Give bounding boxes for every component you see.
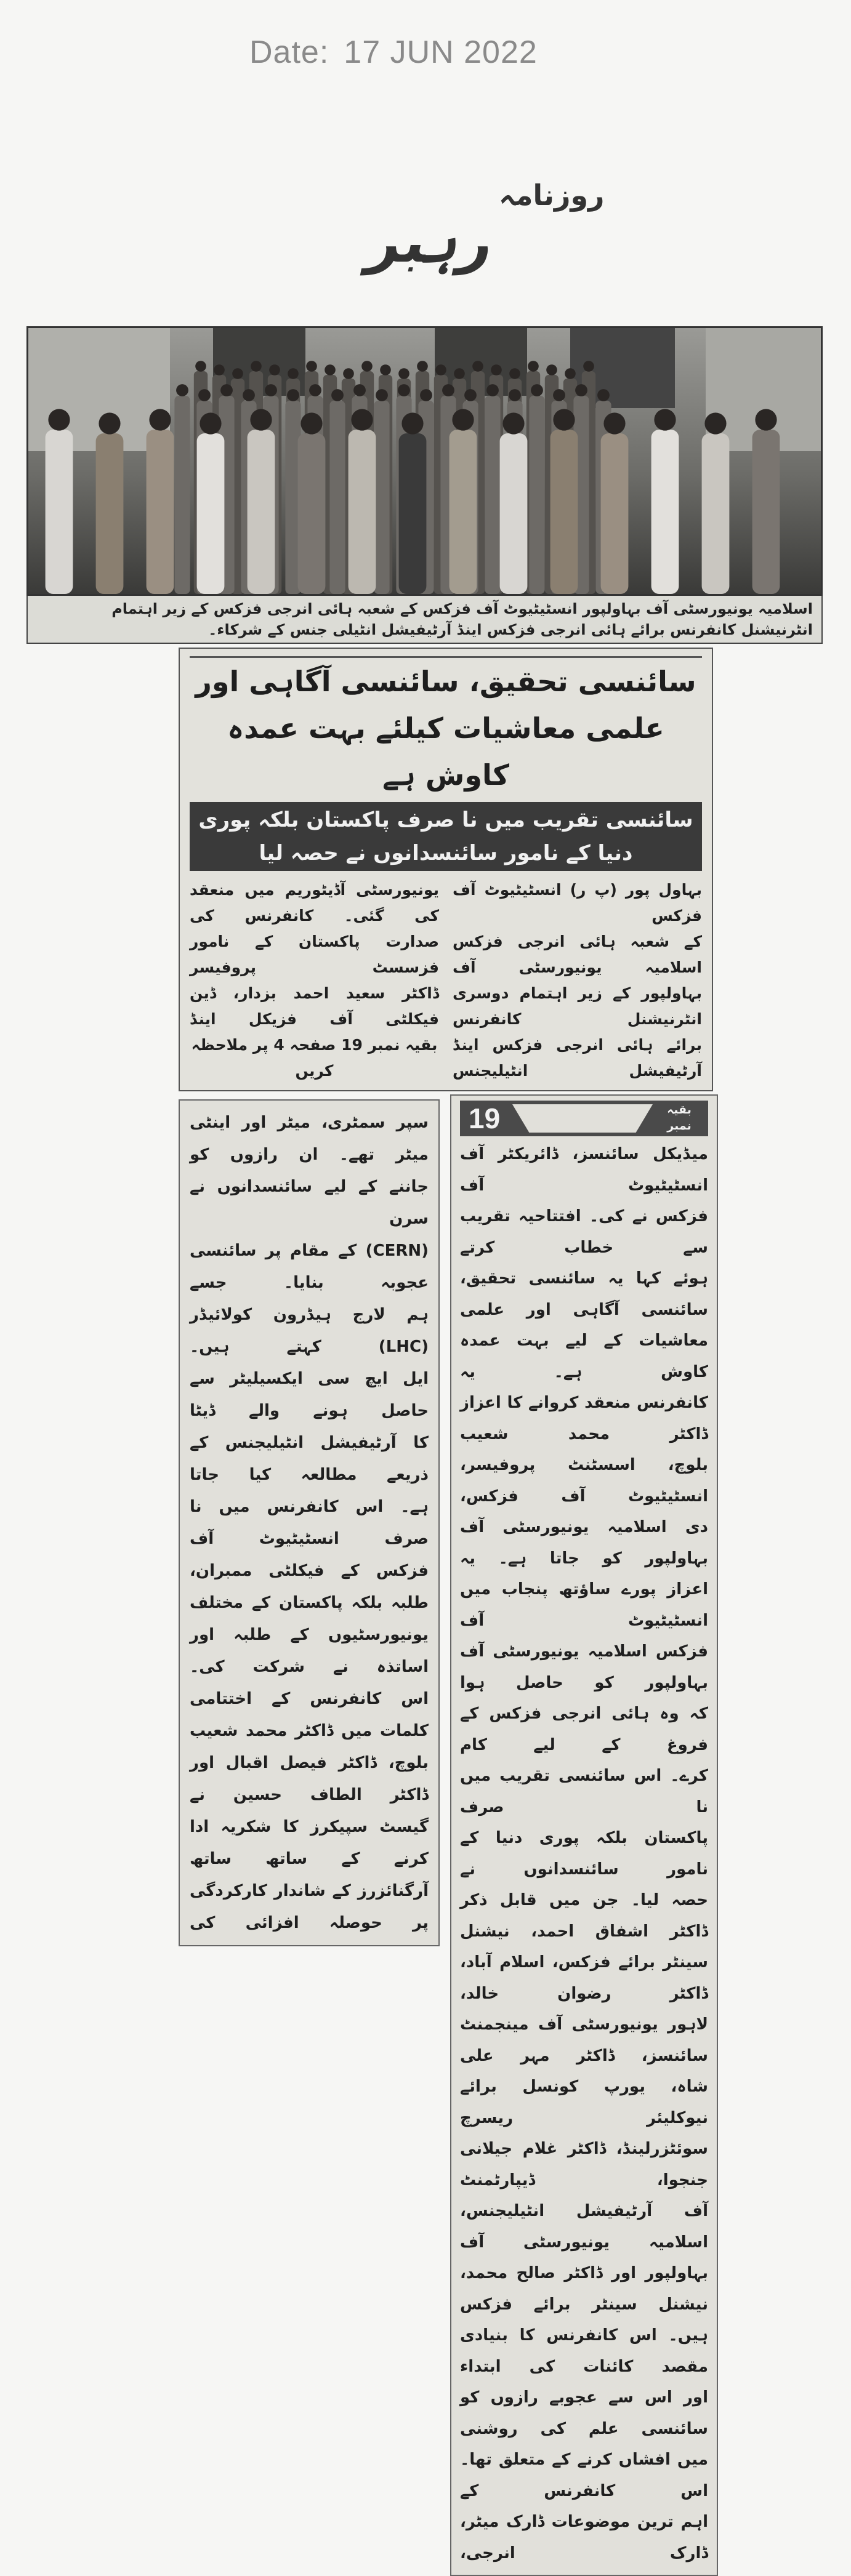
text-line: میں افشاں کرنے کے متعلق تھا۔ اس کانفرنس کے — [460, 2450, 708, 2500]
person-head — [575, 384, 587, 396]
person-head — [452, 409, 474, 430]
person-head — [269, 364, 280, 375]
person-head — [509, 389, 521, 401]
news-story-header — [179, 648, 713, 1091]
text-line: آرگنائزرز کے شاندار کارکردگی پر حوصلہ افزائی کی — [190, 1882, 429, 1932]
text-line: فزکس کے فیکلٹی ممبران، طلبہ بلکہ پاکستان کے مختلف — [190, 1562, 429, 1612]
person-head — [351, 409, 373, 430]
text-line: فزکس نے کی۔ افتتاحیہ تقریب سے خطاب کرتے — [460, 1207, 708, 1257]
text-line: آف آرٹیفیشل انٹیلیجنس، اسلامیہ یونیورسٹی آف — [460, 2202, 708, 2252]
text-line: اہم ترین موضوعات ڈارک میٹر، ڈارک انرجی، — [460, 2513, 708, 2562]
text-line: کہ وہ ہائی انرجی فزکس کے فروغ کے لیے کام — [460, 1704, 708, 1754]
text-line: حصہ لیا۔ جن میں قابل ذکر ڈاکٹر اشفاق احمد، نیشنل — [460, 1891, 708, 1941]
text-line: ہم لارج ہیڈرون کولائیڈر (LHC) کہتے ہیں۔ — [190, 1306, 429, 1356]
person-figure — [702, 433, 730, 594]
person-head — [509, 368, 520, 379]
text-line: (CERN) کے مقام پر سائنسی عجوبہ بنایا۔ جسے — [190, 1242, 429, 1292]
date-value: 17 JUN 2022 — [344, 34, 538, 70]
person-head — [331, 389, 344, 401]
person-head — [398, 384, 410, 396]
text-line: سوئٹزرلینڈ، ڈاکٹر غلام جیلانی جنجوا، ڈیپارٹمنٹ — [460, 2140, 708, 2189]
text-line: اس کانفرنس کے اختتامی کلمات میں ڈاکٹر محمد شعیب — [190, 1690, 429, 1740]
text-line: کرے۔ اس سائنسی تقریب میں نا صرف — [460, 1767, 708, 1816]
person-head — [472, 361, 483, 372]
text-line: ہوئے کہا یہ سائنسی تحقیق، سائنسی آگاہی اور علمی — [460, 1269, 708, 1319]
group-photo-image — [28, 328, 821, 594]
person-head — [149, 409, 171, 430]
person-head — [200, 412, 221, 434]
person-head — [553, 409, 575, 430]
headline: سائنسی تحقیق، سائنسی آگاہی اور علمی معاشیات کیلئے بہت عمدہ کاوش ہے — [190, 656, 702, 798]
person-head — [603, 412, 625, 434]
person-head — [380, 364, 391, 375]
text-line: کا آرٹیفیشل انٹیلیجنس کے ذریعے مطالعہ کیا جاتا — [190, 1434, 429, 1484]
banner-decoration — [512, 1104, 653, 1133]
person-head — [553, 389, 565, 401]
person-head — [398, 368, 409, 379]
person-head — [401, 412, 423, 434]
person-figure — [752, 430, 780, 594]
person-head — [306, 361, 317, 372]
masthead-small: روزنامہ — [499, 179, 605, 212]
text-line: ڈاکٹر سعید احمد بزدار، ڈین فیکلٹی آف فزیکل اینڈ — [190, 984, 439, 1028]
person-head — [565, 368, 576, 379]
person-head — [195, 361, 206, 372]
text-line: کے شعبہ ہائی انرجی فزکس اسلامیہ یونیورسٹی آف — [453, 933, 702, 976]
person-head — [376, 389, 388, 401]
person-head — [502, 412, 524, 434]
subheadline: سائنسی تقریب میں نا صرف پاکستان بلکہ پوری دنیا کے نامور سائنسدانوں نے حصہ لیا — [190, 802, 702, 871]
person-figure — [529, 396, 544, 594]
person-head — [546, 364, 557, 375]
text-line: صدارت پاکستان کے نامور فزسسٹ پروفیسر — [190, 933, 439, 976]
photo-caption: اسلامیہ یونیورسٹی آف بہاولپور انسٹیٹیوٹ آف فزکس کے شعبہ ہائی انرجی فزکس کے زیر اہتمام انٹرنیشنل کانفرنس برائے ہائی انرجی فزکس اینڈ آرٹیفیشل انٹیلی جنس کے شرکاء۔ — [26, 596, 823, 644]
person-figure — [248, 430, 275, 594]
person-figure — [450, 430, 477, 594]
person-head — [464, 389, 477, 401]
text-line: ایل ایچ سی ایکسیلیٹر سے حاصل ہونے والے ڈیٹا — [190, 1370, 429, 1420]
person-head — [99, 412, 120, 434]
continuation-columns — [179, 1094, 718, 2576]
text-line: میڈیکل سائنسز، ڈائریکٹر آف انسٹیٹیوٹ آف — [460, 1145, 708, 1195]
text-line: سپر سمٹری، میٹر اور اینٹی میٹر تھے۔ ان رازوں کو — [190, 1113, 429, 1164]
continuation-column-left — [179, 1099, 440, 1946]
person-head — [491, 364, 502, 375]
continuation-column-right — [450, 1094, 718, 2576]
person-figure — [197, 433, 225, 594]
text-line: کانفرنس منعقد کروانے کا اعزاز ڈاکٹر محمد شعیب — [460, 1394, 708, 1443]
continuation-number: 19 — [469, 1102, 501, 1134]
text-line: پاکستان بلکہ پوری دنیا کے نامور سائنسدانوں نے — [460, 1829, 708, 1879]
group-photo — [26, 326, 823, 596]
person-figure — [298, 433, 326, 594]
person-head — [654, 409, 676, 430]
person-head — [454, 368, 465, 379]
person-head — [48, 409, 70, 430]
person-head — [287, 389, 299, 401]
person-head — [300, 412, 322, 434]
person-figure — [399, 433, 427, 594]
text-line: ہیں۔ اس کانفرنس کا بنیادی مقصد کائنات کی ابتداء — [460, 2326, 708, 2376]
masthead-big: رہبر — [362, 209, 501, 275]
person-head — [198, 389, 211, 401]
newspaper-masthead-logo — [362, 179, 605, 275]
text-line: فزکس اسلامیہ یونیورسٹی آف بہاولپور کو حاصل ہوا — [460, 1642, 708, 1692]
intro-column-left — [190, 877, 439, 1084]
text-line: یونیورسٹی آڈیٹوریم میں منعقد کی گئی۔ کانفرنس کی — [190, 881, 439, 925]
text-line: بلوچ، اسسٹنٹ پروفیسر، انسٹیٹیوٹ آف فزکس، — [460, 1456, 708, 1506]
person-head — [288, 368, 299, 379]
person-head — [417, 361, 428, 372]
person-figure — [174, 396, 190, 594]
continued-on-note: بقیہ نمبر 19 صفحہ 4 پر ملاحظہ کریں — [191, 1036, 438, 1080]
person-head — [435, 364, 446, 375]
person-head — [243, 389, 255, 401]
person-figure — [349, 430, 376, 594]
person-figure — [651, 430, 679, 594]
person-head — [343, 368, 354, 379]
article-text — [460, 1139, 708, 2569]
person-figure — [485, 396, 500, 594]
person-head — [353, 384, 366, 396]
person-head — [214, 364, 225, 375]
continuation-label: بقیہ نمبر — [667, 1103, 692, 1133]
person-figure — [551, 430, 578, 594]
continuation-banner — [460, 1101, 708, 1136]
text-line: بلوچ، ڈاکٹر فیصل اقبال اور ڈاکٹر الطاف حسین نے — [190, 1754, 429, 1804]
text-line: بہاولپور اور ڈاکٹر صالح محمد، نیشنل سینٹر برائے فزکس — [460, 2264, 708, 2314]
date-label: Date: — [249, 34, 329, 70]
text-line: سینٹر برائے فزکس، اسلام آباد، ڈاکٹر رضوان خالد، — [460, 1953, 708, 2003]
person-figure — [374, 401, 389, 594]
person-head — [755, 409, 776, 430]
person-head — [420, 389, 432, 401]
text-line: دی اسلامیہ یونیورسٹی آف بہاولپور کو جاتا ہے۔ یہ — [460, 1518, 708, 1568]
text-line: ہے۔ اس کانفرنس میں نا صرف انسٹیٹیوٹ آف — [190, 1498, 429, 1548]
text-line: اور اس سے عجوبے رازوں کو سائنسی علم کی روشنی — [460, 2388, 708, 2438]
news-clipping — [26, 326, 823, 2576]
text-line: بہاول پور (پ ر) انسٹیٹیوٹ آف فزکس — [453, 881, 702, 925]
text-line: لاہور یونیورسٹی آف مینجمنٹ سائنسز، ڈاکٹر مہر علی — [460, 2015, 708, 2065]
person-figure — [329, 401, 345, 594]
person-head — [232, 368, 243, 379]
person-figure — [500, 433, 528, 594]
person-head — [265, 384, 277, 396]
text-line: گیسٹ سپیکرز کا شکریہ ادا کرنے کے ساتھ ساتھ — [190, 1818, 429, 1868]
person-figure — [96, 433, 124, 594]
person-head — [251, 361, 262, 372]
person-figure — [601, 433, 629, 594]
text-line: اعزاز پورے ساؤتھ پنجاب میں انسٹیٹیوٹ آف — [460, 1580, 708, 1630]
person-head — [250, 409, 272, 430]
text-line: جاننے کے لیے سائنسدانوں نے سرن — [190, 1178, 429, 1228]
intro-row — [190, 877, 702, 1084]
person-figure — [46, 430, 73, 594]
person-head — [220, 384, 233, 396]
text-line: برائے ہائی انرجی فزکس اینڈ آرٹیفیشل انٹیلیجنس — [453, 1036, 702, 1080]
person-head — [176, 384, 188, 396]
person-head — [597, 389, 610, 401]
person-head — [531, 384, 543, 396]
person-head — [325, 364, 336, 375]
date-stamp — [249, 34, 538, 71]
person-head — [361, 361, 373, 372]
person-figure — [147, 430, 174, 594]
person-head — [486, 384, 499, 396]
person-head — [309, 384, 321, 396]
text-line: معاشیات کے لیے بہت عمدہ کاوش ہے۔ یہ — [460, 1331, 708, 1381]
person-head — [528, 361, 539, 372]
person-head — [583, 361, 594, 372]
intro-column-right — [453, 877, 702, 1084]
text-line: بہاولپور کے زیر اہتمام دوسری انٹرنیشنل کانفرنس — [453, 984, 702, 1028]
person-head — [442, 384, 454, 396]
text-line: یونیورسٹیوں کے طلبہ اور اساتذہ نے شرکت کی۔ — [190, 1626, 429, 1676]
text-line: شاہ، یورپ کونسل برائے نیوکلیئر ریسرچ — [460, 2077, 708, 2127]
person-head — [704, 412, 726, 434]
